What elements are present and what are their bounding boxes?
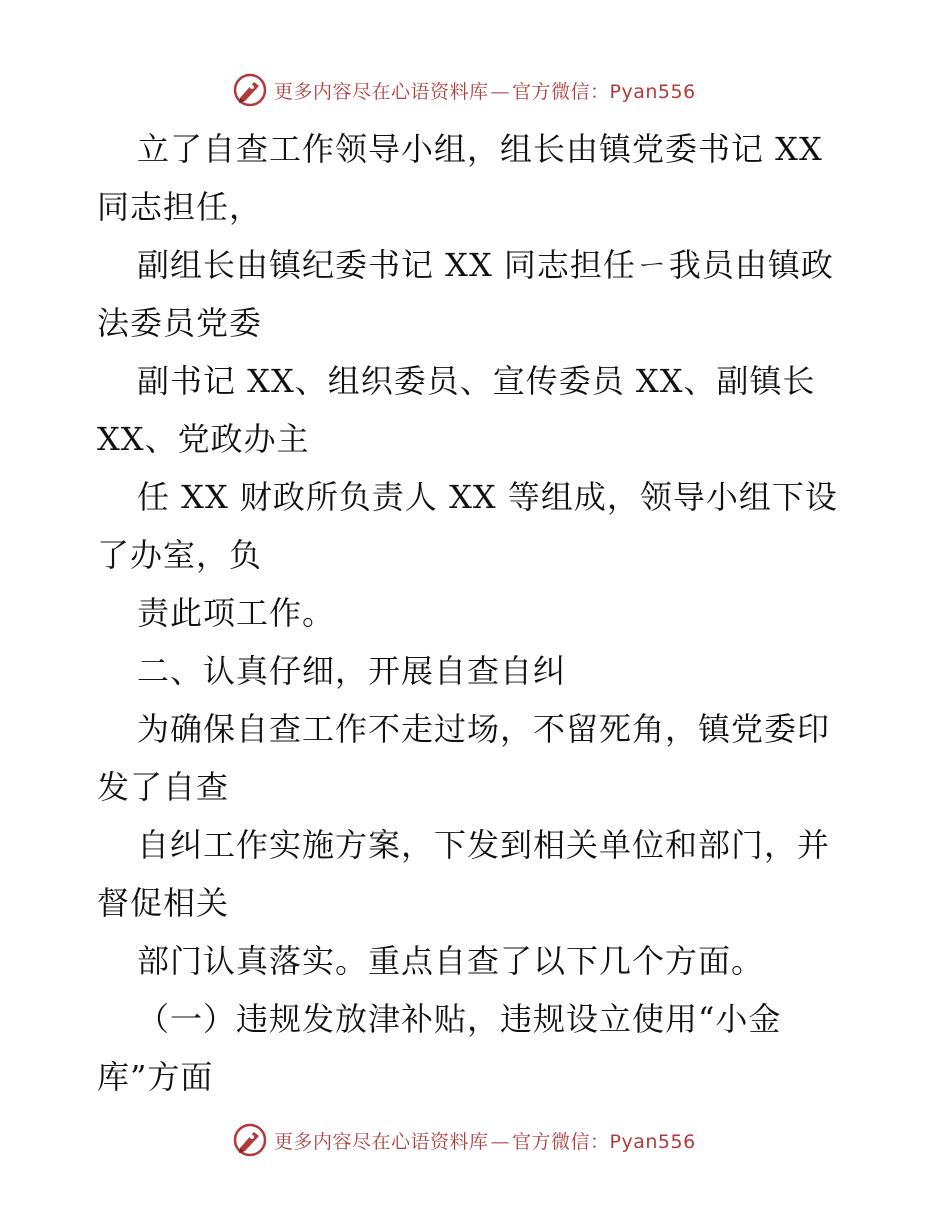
text-line: 了办室，负	[97, 536, 263, 574]
text-line: 副组长由镇纪委书记 XX 同志担任ㄧ我员由镇政	[137, 246, 834, 284]
banner-text: 更多内容尽在心语资料库 — 官方微信：Pyan556	[274, 1130, 696, 1153]
text-line: 为确保自查工作不走过场，不留死角，镇党委印	[137, 710, 831, 748]
text-line: 责此项工作。	[137, 594, 336, 632]
text-line: 法委员党委	[97, 304, 263, 342]
text-line: 发了自查	[97, 768, 230, 806]
text-line: 自纠工作实施方案，下发到相关单位和部门，并	[137, 826, 831, 864]
text-line: 副书记 XX、组织委员、宣传委员 XX、副镇长	[137, 362, 816, 400]
footer-banner	[232, 1120, 752, 1160]
text-line: 二、认真仔细，开展自查自纠	[137, 652, 567, 690]
text-line: 库”方面	[97, 1058, 214, 1096]
pen-logo-icon	[232, 1122, 268, 1158]
text-line: 部门认真落实。重点自查了以下几个方面。	[137, 942, 765, 980]
text-line: （一）违规发放津补贴，违规设立使用“小金	[137, 1000, 782, 1038]
text-line: XX、党政办主	[97, 420, 310, 458]
text-line: 立了自查工作领导小组，组长由镇党委书记 XX	[137, 130, 823, 168]
document-body	[97, 120, 857, 1106]
banner-text: 更多内容尽在心语资料库 — 官方微信：Pyan556	[274, 80, 696, 103]
text-line: 督促相关	[97, 884, 230, 922]
header-banner	[232, 70, 752, 110]
text-line: 任 XX 财政所负责人 XX 等组成，领导小组下设	[137, 478, 838, 516]
text-line: 同志担任，	[97, 188, 263, 226]
pen-logo-icon	[232, 72, 268, 108]
